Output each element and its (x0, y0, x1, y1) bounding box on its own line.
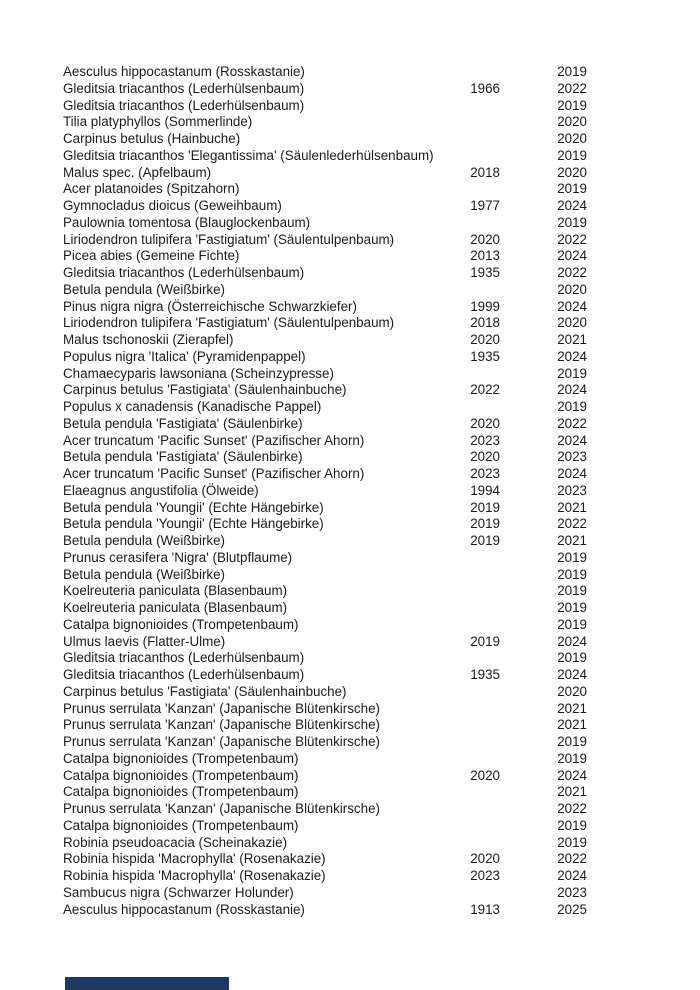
table-row (0, 131, 700, 148)
year-column-1: 1935 (470, 265, 500, 280)
tree-name: Prunus serrulata 'Kanzan' (Japanische Blütenkirsche) (63, 717, 380, 733)
tree-name: Gymnocladus dioicus (Geweihbaum) (63, 198, 282, 213)
table-row (0, 299, 700, 316)
tree-name: Prunus serrulata 'Kanzan' (Japanische Blütenkirsche) (63, 801, 380, 816)
year-column-1: 2023 (470, 868, 500, 883)
year-column-2: 2022 (557, 801, 587, 816)
year-column-2: 2021 (557, 717, 587, 733)
year-column-2: 2024 (557, 382, 587, 398)
tree-name: Liriodendron tulipifera 'Fastigiatum' (Säulentulpenbaum) (63, 231, 395, 247)
tree-name: Acer platanoides (Spitzahorn) (63, 181, 240, 197)
year-column-2: 2019 (557, 600, 587, 615)
year-column-2: 2022 (557, 516, 587, 532)
year-column-2: 2024 (557, 432, 587, 448)
year-column-2: 2021 (557, 700, 587, 716)
year-column-2: 2019 (557, 734, 587, 749)
year-column-2: 2022 (557, 415, 587, 431)
table-row (0, 282, 700, 299)
table-row (0, 533, 700, 550)
tree-name: Carpinus betulus 'Fastigiata' (Säulenhainbuche) (63, 683, 347, 699)
year-column-2: 2019 (557, 817, 587, 833)
year-column-2: 2021 (557, 499, 587, 515)
table-row (0, 835, 700, 852)
tree-name: Prunus serrulata 'Kanzan' (Japanische Blütenkirsche) (63, 700, 380, 716)
year-column-2: 2019 (557, 549, 587, 565)
tree-name: Acer truncatum 'Pacific Sunset' (Pazifischer Ahorn) (63, 466, 365, 481)
table-row (0, 332, 700, 349)
table-row (0, 868, 700, 885)
tree-name: Malus spec. (Apfelbaum) (63, 164, 212, 180)
next-page-header-bar (65, 977, 229, 990)
table-row (0, 500, 700, 517)
year-column-2: 2024 (557, 198, 587, 213)
year-column-2: 2020 (557, 131, 587, 146)
table-row (0, 818, 700, 835)
year-column-1: 2023 (470, 466, 500, 481)
table-row (0, 114, 700, 131)
tree-name: Catalpa bignonioides (Trompetenbaum) (63, 767, 299, 783)
tree-name: Acer truncatum 'Pacific Sunset' (Pazifischer Ahorn) (63, 432, 365, 448)
table-row (0, 801, 700, 818)
table-row (0, 165, 700, 182)
table-row (0, 701, 700, 718)
tree-name: Prunus cerasifera 'Nigra' (Blutpflaume) (63, 549, 293, 565)
year-column-2: 2019 (557, 97, 587, 113)
year-column-2: 2019 (557, 750, 587, 766)
year-column-2: 2020 (557, 683, 587, 699)
tree-name: Koelreuteria paniculata (Blasenbaum) (63, 600, 288, 615)
tree-name: Ulmus laevis (Flatter-Ulme) (63, 633, 226, 649)
table-row (0, 784, 700, 801)
table-row (0, 315, 700, 332)
tree-name: Robinia hispida 'Macrophylla' (Rosenakazie) (63, 868, 326, 883)
table-row (0, 466, 700, 483)
table-row (0, 667, 700, 684)
table-row (0, 717, 700, 734)
table-row (0, 416, 700, 433)
table-row (0, 215, 700, 232)
tree-name: Robinia pseudoacacia (Scheinakazie) (63, 834, 288, 850)
tree-name: Elaeagnus angustifolia (Ölweide) (63, 482, 259, 498)
year-column-1: 1966 (470, 80, 500, 96)
year-column-2: 2021 (557, 332, 587, 347)
year-column-1: 1935 (470, 667, 500, 682)
year-column-2: 2022 (557, 265, 587, 280)
year-column-1: 2020 (470, 332, 500, 347)
table-row (0, 600, 700, 617)
year-column-1: 2019 (470, 533, 500, 548)
year-column-2: 2019 (557, 834, 587, 850)
table-row (0, 567, 700, 584)
year-column-2: 2021 (557, 784, 587, 800)
year-column-1: 2013 (470, 248, 500, 264)
year-column-2: 2019 (557, 64, 587, 79)
year-column-2: 2019 (557, 365, 587, 381)
year-column-1: 2019 (470, 516, 500, 532)
tree-name: Betula pendula 'Fastigiata' (Säulenbirke) (63, 449, 303, 465)
table-row (0, 634, 700, 651)
table-row (0, 851, 700, 868)
year-column-2: 2024 (557, 868, 587, 883)
tree-name: Sambucus nigra (Schwarzer Holunder) (63, 884, 294, 900)
tree-name: Koelreuteria paniculata (Blasenbaum) (63, 583, 288, 599)
year-column-2: 2022 (557, 851, 587, 867)
table-row (0, 885, 700, 902)
tree-name: Gleditsia triacanthos (Lederhülsenbaum) (63, 97, 305, 113)
table-row (0, 449, 700, 466)
year-column-2: 2019 (557, 181, 587, 197)
tree-name: Picea abies (Gemeine Fichte) (63, 248, 240, 264)
table-row (0, 366, 700, 383)
year-column-2: 2019 (557, 399, 587, 414)
tree-name: Carpinus betulus (Hainbuche) (63, 131, 241, 146)
tree-name: Catalpa bignonioides (Trompetenbaum) (63, 616, 299, 632)
year-column-2: 2019 (557, 147, 587, 163)
table-row (0, 684, 700, 701)
table-row (0, 751, 700, 768)
year-column-1: 1935 (470, 348, 500, 364)
year-column-2: 2020 (557, 281, 587, 297)
table-row (0, 64, 700, 81)
table-row (0, 98, 700, 115)
year-column-2: 2024 (557, 248, 587, 264)
tree-name: Malus tschonoskii (Zierapfel) (63, 332, 234, 347)
table-row (0, 81, 700, 98)
tree-name: Pinus nigra nigra (Österreichische Schwarzkiefer) (63, 298, 357, 314)
tree-name: Carpinus betulus 'Fastigiata' (Säulenhainbuche) (63, 382, 347, 398)
year-column-1: 2020 (470, 231, 500, 247)
table-row (0, 734, 700, 751)
table-row (0, 483, 700, 500)
tree-name: Paulownia tomentosa (Blauglockenbaum) (63, 214, 311, 230)
tree-name: Betula pendula 'Fastigiata' (Säulenbirke) (63, 415, 303, 431)
year-column-2: 2022 (557, 80, 587, 96)
table-row (0, 265, 700, 282)
year-column-2: 2020 (557, 315, 587, 331)
year-column-1: 2020 (470, 767, 500, 783)
tree-list (0, 64, 700, 918)
year-column-2: 2021 (557, 533, 587, 548)
year-column-2: 2024 (557, 667, 587, 682)
tree-name: Aesculus hippocastanum (Rosskastanie) (63, 901, 305, 917)
table-row (0, 768, 700, 785)
tree-name: Catalpa bignonioides (Trompetenbaum) (63, 750, 299, 766)
table-row (0, 198, 700, 215)
year-column-1: 1994 (470, 482, 500, 498)
table-row (0, 181, 700, 198)
table-row (0, 248, 700, 265)
tree-name: Populus x canadensis (Kanadische Pappel) (63, 399, 322, 414)
tree-name: Prunus serrulata 'Kanzan' (Japanische Blütenkirsche) (63, 734, 380, 749)
year-column-1: 2019 (470, 499, 500, 515)
year-column-2: 2024 (557, 298, 587, 314)
year-column-1: 2020 (470, 415, 500, 431)
year-column-1: 2022 (470, 382, 500, 398)
year-column-2: 2019 (557, 616, 587, 632)
table-row (0, 148, 700, 165)
tree-name: Catalpa bignonioides (Trompetenbaum) (63, 784, 299, 800)
year-column-2: 2023 (557, 884, 587, 900)
year-column-1: 2018 (470, 315, 500, 331)
year-column-2: 2024 (557, 767, 587, 783)
tree-name: Liriodendron tulipifera 'Fastigiatum' (Säulentulpenbaum) (63, 315, 395, 331)
year-column-2: 2019 (557, 566, 587, 582)
tree-name: Gleditsia triacanthos (Lederhülsenbaum) (63, 80, 305, 96)
tree-name: Betula pendula (Weißbirke) (63, 533, 226, 548)
year-column-2: 2019 (557, 583, 587, 599)
tree-name: Tilia platyphyllos (Sommerlinde) (63, 114, 253, 130)
table-row (0, 902, 700, 919)
year-column-1: 2019 (470, 633, 500, 649)
tree-name: Gleditsia triacanthos (Lederhülsenbaum) (63, 650, 305, 666)
tree-name: Betula pendula (Weißbirke) (63, 566, 226, 582)
year-column-1: 1999 (470, 298, 500, 314)
tree-name: Betula pendula 'Youngii' (Echte Hängebirke) (63, 516, 324, 532)
year-column-1: 1977 (470, 198, 500, 213)
table-row (0, 232, 700, 249)
year-column-2: 2020 (557, 164, 587, 180)
year-column-1: 2020 (470, 851, 500, 867)
tree-name: Gleditsia triacanthos (Lederhülsenbaum) (63, 265, 305, 280)
table-row (0, 650, 700, 667)
table-row (0, 617, 700, 634)
year-column-2: 2019 (557, 214, 587, 230)
tree-name: Populus nigra 'Italica' (Pyramidenpappel) (63, 348, 306, 364)
tree-name: Betula pendula 'Youngii' (Echte Hängebirke) (63, 499, 324, 515)
table-row (0, 399, 700, 416)
tree-name: Gleditsia triacanthos (Lederhülsenbaum) (63, 667, 305, 682)
year-column-2: 2022 (557, 231, 587, 247)
year-column-1: 2023 (470, 432, 500, 448)
year-column-2: 2019 (557, 650, 587, 666)
tree-name: Robinia hispida 'Macrophylla' (Rosenakazie) (63, 851, 326, 867)
table-row (0, 349, 700, 366)
year-column-2: 2023 (557, 449, 587, 465)
year-column-1: 2018 (470, 164, 500, 180)
tree-name: Catalpa bignonioides (Trompetenbaum) (63, 817, 299, 833)
table-row (0, 516, 700, 533)
year-column-2: 2024 (557, 348, 587, 364)
tree-name: Chamaecyparis lawsoniana (Scheinzypresse) (63, 365, 334, 381)
year-column-2: 2020 (557, 114, 587, 130)
year-column-2: 2024 (557, 633, 587, 649)
table-row (0, 382, 700, 399)
table-row (0, 583, 700, 600)
tree-name: Gleditsia triacanthos 'Elegantissima' (Säulenlederhülsenbaum) (63, 147, 434, 163)
year-column-2: 2024 (557, 466, 587, 481)
tree-name: Betula pendula (Weißbirke) (63, 281, 226, 297)
tree-name: Aesculus hippocastanum (Rosskastanie) (63, 64, 305, 79)
table-row (0, 433, 700, 450)
year-column-2: 2025 (557, 901, 587, 917)
table-row (0, 550, 700, 567)
year-column-1: 1913 (470, 901, 500, 917)
year-column-2: 2023 (557, 482, 587, 498)
year-column-1: 2020 (470, 449, 500, 465)
